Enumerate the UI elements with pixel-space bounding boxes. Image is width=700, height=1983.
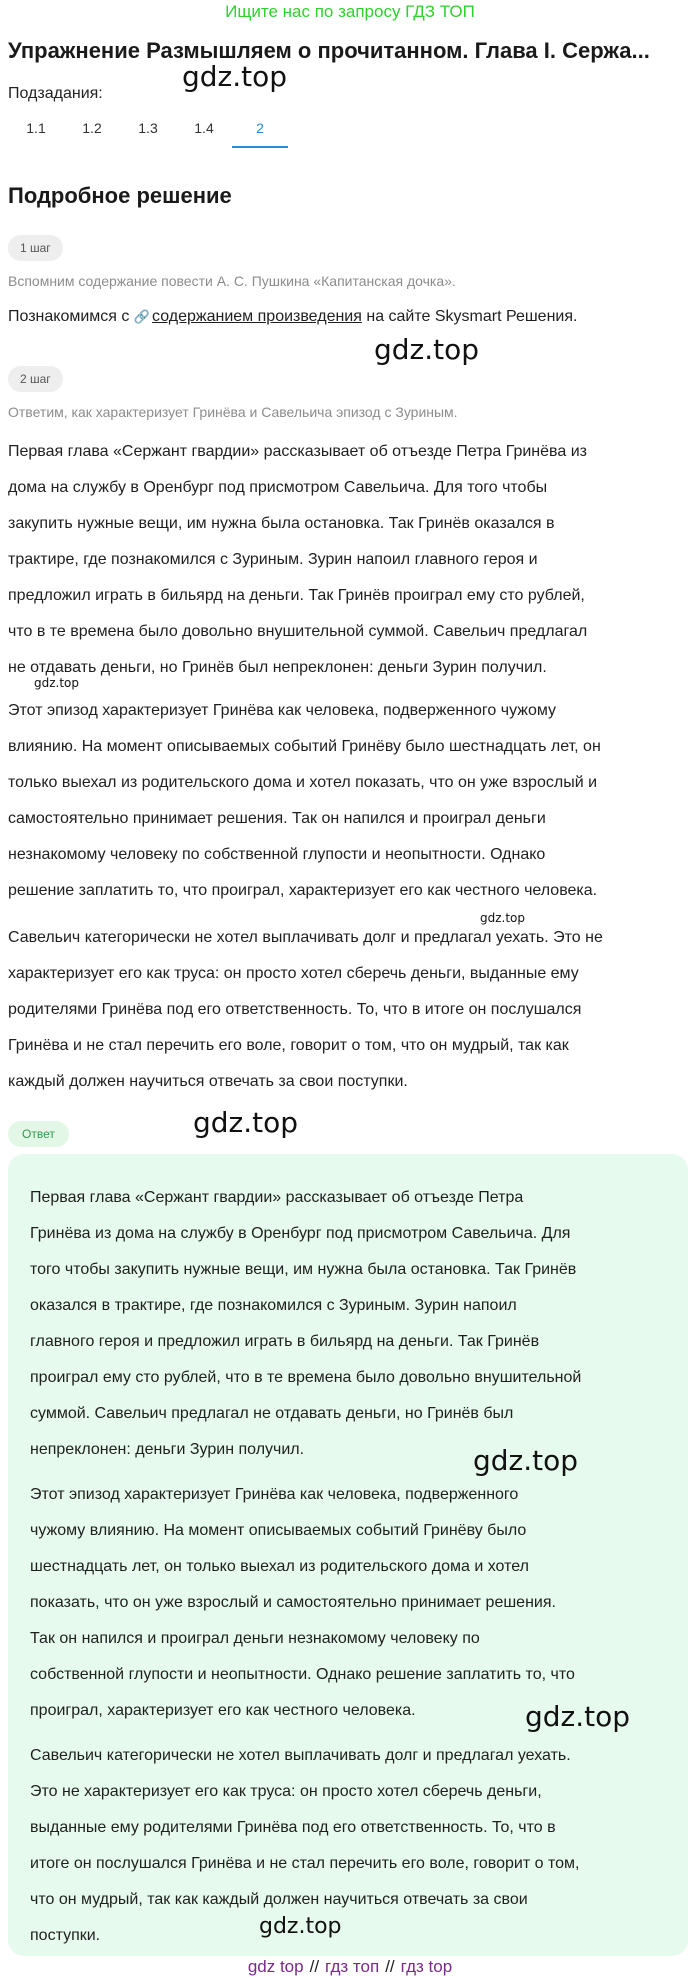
text-line: каждый должен научиться отвечать за свои поступки. — [8, 1073, 408, 1090]
footer-link[interactable]: гдз top — [400, 1957, 453, 1976]
step-2-chip: 2 шаг — [8, 366, 63, 392]
subtasks-label: Подзадания: — [8, 85, 103, 102]
tab-1-2[interactable]: 1.2 — [82, 120, 102, 136]
tab-1-1[interactable]: 1.1 — [26, 120, 46, 136]
text-line: главного героя и предложил играть в бильярд на деньги. Так Гринёв — [30, 1333, 540, 1350]
answer-paragraph-2 — [30, 1477, 670, 1729]
text-line: непреклонен: деньги Зурин получил. — [30, 1441, 305, 1458]
text-line: собственной глупости и неопытности. Однако решение заплатить то, что — [30, 1666, 575, 1683]
step-1-text-after: на сайте Skysmart Решения. — [361, 308, 578, 325]
text-line: Гринёва из дома на службу в Оренбург под присмотром Савельича. Для — [30, 1225, 571, 1242]
watermark: gdz.top — [259, 1914, 342, 1939]
text-line: шестнадцать лет, он только выехал из родительского дома и хотел — [30, 1558, 529, 1575]
text-line: что он мудрый, так как каждый должен научиться отвечать за свои — [30, 1891, 528, 1908]
text-line: трактире, где познакомился с Зуриным. Зурин напоил главного героя и — [8, 551, 538, 568]
step-2-paragraph-3 — [8, 920, 692, 1100]
watermark: gdz.top — [182, 60, 288, 93]
text-line: предложил играть в бильярд на деньги. Так Гринёв проиграл ему сто рублей, — [8, 587, 585, 604]
text-line: суммой. Савельич предлагал не отдавать деньги, но Гринёв был — [30, 1405, 514, 1422]
step-1-text — [8, 306, 577, 328]
step-2-paragraph-2 — [8, 693, 692, 909]
watermark: gdz.top — [193, 1106, 299, 1139]
text-line: решение заплатить то, что проиграл, характеризует его как честного человека. — [8, 882, 598, 899]
watermark: gdz.top — [525, 1700, 631, 1733]
watermark: gdz.top — [374, 333, 480, 366]
answer-paragraph-3 — [30, 1738, 670, 1954]
text-line: родителями Гринёва под его ответственность. То, что в итоге он послушался — [8, 1001, 582, 1018]
content-link[interactable]: содержанием произведения — [152, 308, 362, 325]
tab-1-3[interactable]: 1.3 — [138, 120, 158, 136]
tab-2[interactable]: 2 — [232, 112, 288, 148]
answer-paragraph-1 — [30, 1180, 670, 1468]
text-line: закупить нужные вещи, им нужна была остановка. Так Гринёв оказался в — [8, 515, 555, 532]
text-line: что в те времена было довольно внушительной суммой. Савельич предлагал — [8, 623, 588, 640]
watermark: gdz.top — [473, 1444, 579, 1477]
footer-separator: // — [385, 1957, 395, 1976]
step-1-hint: Вспомним содержание повести А. С. Пушкина «Капитанская дочка». — [8, 273, 456, 289]
answer-chip: Ответ — [8, 1121, 69, 1147]
subtask-tabs — [8, 112, 288, 148]
text-line: Первая глава «Сержант гвардии» рассказывает об отъезде Петра — [30, 1189, 524, 1206]
watermark: gdz.top — [480, 911, 526, 925]
tab-1-4[interactable]: 1.4 — [194, 120, 214, 136]
text-line: Это не характеризует его как труса: он просто хотел сберечь деньги, — [30, 1783, 542, 1800]
text-line: характеризует его как труса: он просто хотел сберечь деньги, выданные ему — [8, 965, 579, 982]
text-line: итоге он послушался Гринёва и не стал перечить его воле, говорит о том, — [30, 1855, 580, 1872]
text-line: Этот эпизод характеризует Гринёва как человека, подверженного — [30, 1486, 519, 1503]
footer-link[interactable]: гдз топ — [325, 1957, 380, 1976]
text-line: проиграл ему сто рублей, что в те времена было довольно внушительной — [30, 1369, 582, 1386]
text-line: того чтобы закупить нужные вещи, им нужна была остановка. Так Гринёв — [30, 1261, 577, 1278]
watermark: gdz.top — [34, 676, 80, 690]
footer-links — [0, 1955, 700, 1979]
text-line: только выехал из родительского дома и хотел показать, что он уже взрослый и — [8, 774, 598, 791]
text-line: чужому влиянию. На момент описываемых событий Гринёву было — [30, 1522, 527, 1539]
text-line: поступки. — [30, 1927, 101, 1944]
text-line: Первая глава «Сержант гвардии» рассказывает об отъезде Петра Гринёва из — [8, 443, 587, 460]
text-line: Савельич категорически не хотел выплачивать долг и предлагал уехать. Это не — [8, 929, 603, 946]
text-line: показать, что он уже взрослый и самостоятельно принимает решения. — [30, 1594, 556, 1611]
text-line: Гринёва и не стал перечить его воле, говорит о том, что он мудрый, так как — [8, 1037, 569, 1054]
text-line: дома на службу в Оренбург под присмотром Савельича. Для того чтобы — [8, 479, 548, 496]
text-line: влиянию. На момент описываемых событий Гринёву было шестнадцать лет, он — [8, 738, 601, 755]
promo-banner[interactable]: Ищите нас по запросу ГДЗ ТОП — [225, 2, 475, 21]
step-1-chip: 1 шаг — [8, 235, 63, 261]
footer-link[interactable]: gdz top — [247, 1957, 304, 1976]
text-line: не отдавать деньги, но Гринёв был непреклонен: деньги Зурин получил. — [8, 659, 547, 676]
link-icon: 🔗 — [133, 309, 151, 324]
text-line: самостоятельно принимает решения. Так он напился и проиграл деньги — [8, 810, 546, 827]
text-line: Этот эпизод характеризует Гринёва как человека, подверженного чужому — [8, 702, 557, 719]
step-2-hint: Ответим, как характеризует Гринёва и Савельича эпизод с Зуриным. — [8, 404, 458, 420]
page-title: Упражнение Размышляем о прочитанном. Глава I. Сержа... — [8, 38, 650, 63]
text-line: выданные ему родителями Гринёва под его ответственность. То, что в — [30, 1819, 556, 1836]
text-line: проиграл, характеризует его как честного человека. — [30, 1702, 416, 1719]
text-line: незнакомому человеку по собственной глупости и неопытности. Однако — [8, 846, 546, 863]
text-line: оказался в трактире, где познакомился с Зуриным. Зурин напоил — [30, 1297, 517, 1314]
step-1-text-before: Познакомимся с — [8, 308, 134, 325]
section-title: Подробное решение — [8, 183, 232, 208]
footer-separator: // — [309, 1957, 320, 1976]
text-line: Так он напился и проиграл деньги незнакомому человеку по — [30, 1630, 480, 1647]
step-2-paragraph-1 — [8, 434, 692, 686]
text-line: Савельич категорически не хотел выплачивать долг и предлагал уехать. — [30, 1747, 571, 1764]
